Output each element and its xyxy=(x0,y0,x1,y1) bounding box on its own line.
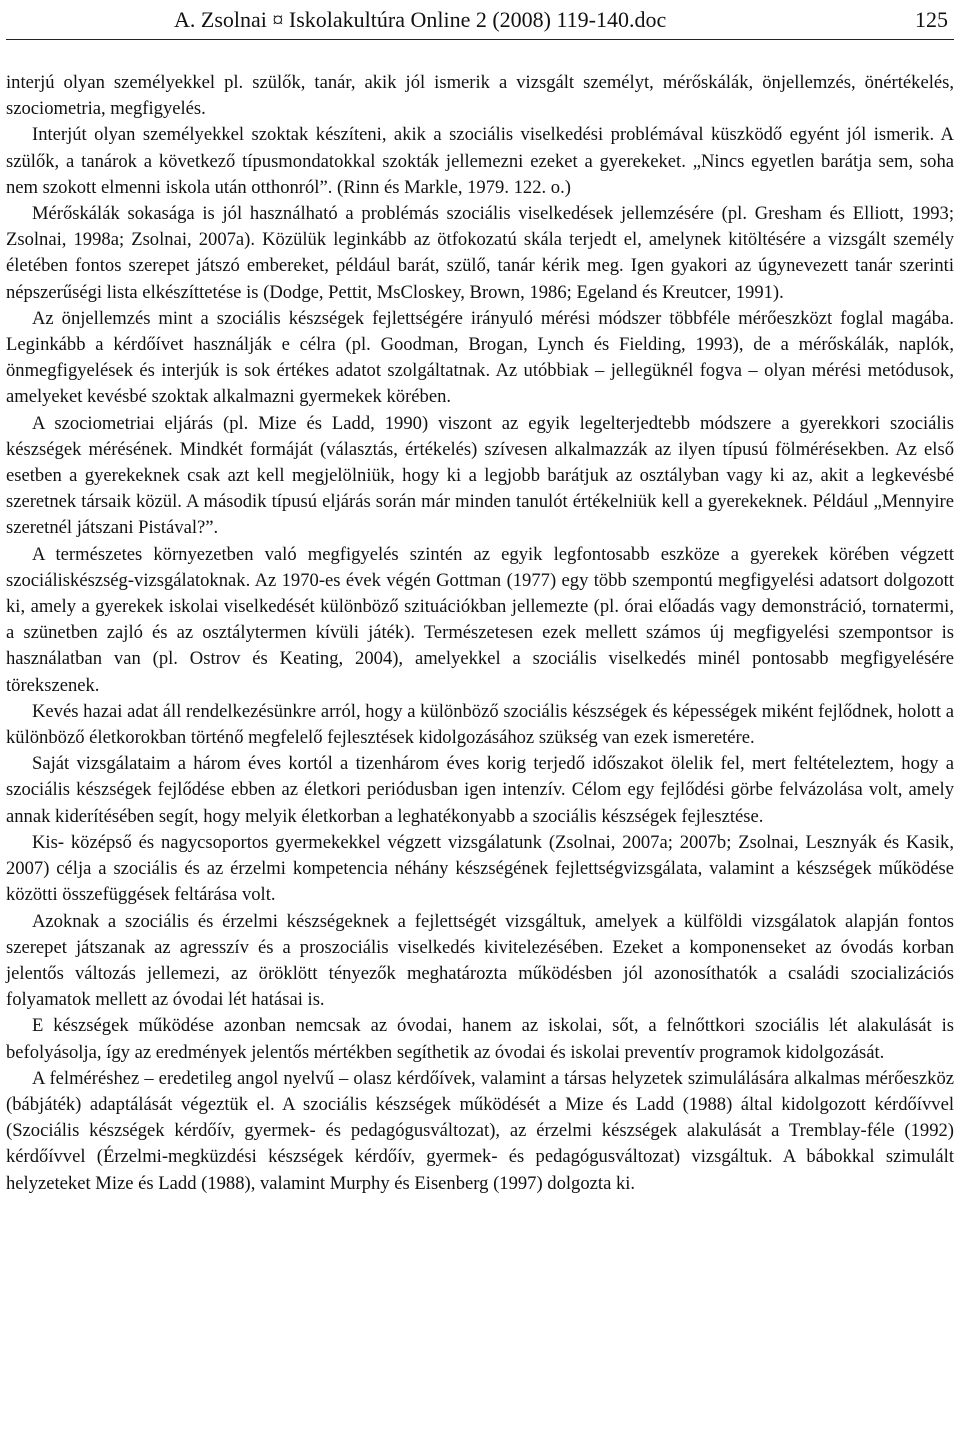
paragraph: A felméréshez – eredetileg angol nyelvű – olasz kérdőívek, valamint a társas helyzetek szimulálására alkalmas mérőeszköz (bábjáték) adaptálását végeztük el. A szociális készségek működését a Mize és Ladd (1988) által kidolgozott kérdőívvel (Szociális készségek kérdőív, gyermek- és pedagógusváltozat), az érzelmi készségek alakulását a Tremblay-féle (1992) kérdőívvel (Érzelmi-megküzdési készségek kérdőív, gyermek- és pedagógusváltozat) vizsgáltuk. A bábokkal szimulált helyzeteket Mize és Ladd (1988), valamint Murphy és Eisenberg (1997) dolgozta ki. xyxy=(6,1067,954,1194)
paragraph: A szociometriai eljárás (pl. Mize és Ladd, 1990) viszont az egyik legelterjedtebb módszere a gyerekkori szociális készségek mérésének. Mindkét formáját (választás, értékelés) szívesen alkalmazzák az ilyen típusú fölmérésekben. Az első esetben a gyerekeknek csak azt kell megjelölniük, hogy ki a legjobb barátjuk az osztályban vagy ki az, akit a legkevésbé szeretnek társaik közül. A második típusú eljárás során már minden tanulót értékelniük kell a gyerekeknek. Például „Mennyire szeretnél játszani Pistával?”. xyxy=(6,412,954,539)
paragraph: E készségek működése azonban nemcsak az óvodai, hanem az iskolai, sőt, a felnőttkori szociális lét alakulását is befolyásolja, így az eredmények jelentős mértékben segíthetik az óvodai és iskolai preventív programok kidolgozását. xyxy=(6,1015,954,1063)
body-text xyxy=(6,70,954,1197)
paragraph: Kis- középső és nagycsoportos gyermekekkel végzett vizsgálatunk (Zsolnai, 2007a; 2007b; Zsolnai, Lesznyák és Kasik, 2007) célja a szociális és az érzelmi kompetencia néhány készségének fejlettségvizsgálata, valamint a készségek működése közötti összefüggések feltárása volt. xyxy=(6,831,954,906)
header-title: A. Zsolnai ¤ Iskolakultúra Online 2 (2008) 119-140.doc xyxy=(174,7,667,32)
paragraph: interjú olyan személyekkel pl. szülők, tanár, akik jól ismerik a vizsgált személyt, mérőskálák, önjellemzés, önértékelés, szociometria, megfigyelés. xyxy=(6,72,954,120)
paragraph: Kevés hazai adat áll rendelkezésünkre arról, hogy a különböző szociális készségek és képességek miként fejlődnek, holott a különböző életkorokban történő megfelelő fejlesztések kidolgozásához szükség van ezek ismeretére. xyxy=(6,700,954,749)
paragraph: A természetes környezetben való megfigyelés szintén az egyik legfontosabb eszköze a gyerekek körében végzett szociáliskészség-vizsgálatoknak. Az 1970-es évek végén Gottman (1977) egy több szempontú megfigyelési adatsort dolgozott ki, amely a gyerekek iskolai viselkedését különböző szituációkban jellemezte (pl. órai előadás vagy demonstráció, tornatermi, a szünetben zajló és az osztálytermen kívüli játék). Természetesen ezek mellett számos új megfigyelési szempontsor is használatban van (pl. Ostrov és Keating, 2004), amelyekkel a szociális viselkedés minél pontosabb megfigyelésére törekszenek. xyxy=(6,543,954,696)
paragraph: Interjút olyan személyekkel szoktak készíteni, akik a szociális viselkedési problémával küszködő egyént jól ismerik. A szülők, a tanárok a következő típusmondatokkal szokták jellemezni ezeket a gyerekeket. „Nincs egyetlen barátja sem, soha nem szokott elmenni iskola után otthonról”. (Rinn és Markle, 1979. 122. o.) xyxy=(6,124,954,198)
paragraph: Az önjellemzés mint a szociális készségek fejlettségére irányuló mérési módszer többféle mérőeszközt foglal magába. Leginkább a kérdőívet használják e célra (pl. Goodman, Brogan, Lynch és Fielding, 1993), de a mérőskálák, naplók, önmegfigyelések és interjúk is sok értékes adatot szolgáltatnak. Az utóbbiak – jellegüknél fogva – olyan mérési metódusok, amelyeket kevésbé szoktak alkalmazni gyermekek körében. xyxy=(6,307,954,408)
paragraph: Saját vizsgálataim a három éves kortól a tizenhárom éves korig terjedő időszakot ölelik fel, mert feltételeztem, hogy a szociális készségek fejlődése ebben az életkori periódusban igen intenzív. Célom egy fejlődési görbe felvázolása volt, amely annak kiderítésében segít, hogy melyik életkorban a leghatékonyabb a szociális készségek fejlesztése. xyxy=(6,753,954,827)
paragraph: Mérőskálák sokasága is jól használható a problémás szociális viselkedések jellemzésére (pl. Gresham és Elliott, 1993; Zsolnai, 1998a; Zsolnai, 2007a). Közülük leginkább az ötfokozatú skála terjedt el, amelynek kitöltésére a vizsgált személy életében fontos szerepet játszó embereket, például barát, szülő, tanár kérik meg. Igen gyakori az úgynevezett tanár szerinti népszerűségi lista elkészíttetése is (Dodge, Pettit, MsCloskey, Brown, 1986; Egeland és Kreutcer, 1991). xyxy=(6,203,954,303)
paragraph: Azoknak a szociális és érzelmi készségeknek a fejlettségét vizsgáltuk, amelyek a külföldi vizsgálatok alapján fontos szerepet játszanak az agresszív és a proszociális viselkedés kivitelezésében. Ezeket a komponenseket az óvodás korban jelentős változás jellemezi, az öröklött tényezők meghatározta működésben jól azonosíthatók a családi szocializációs folyamatok mellett az óvodai lét hatásai is. xyxy=(6,910,954,1011)
page-number: 125 xyxy=(915,7,948,32)
document-page xyxy=(6,0,954,1197)
running-header xyxy=(6,0,954,40)
